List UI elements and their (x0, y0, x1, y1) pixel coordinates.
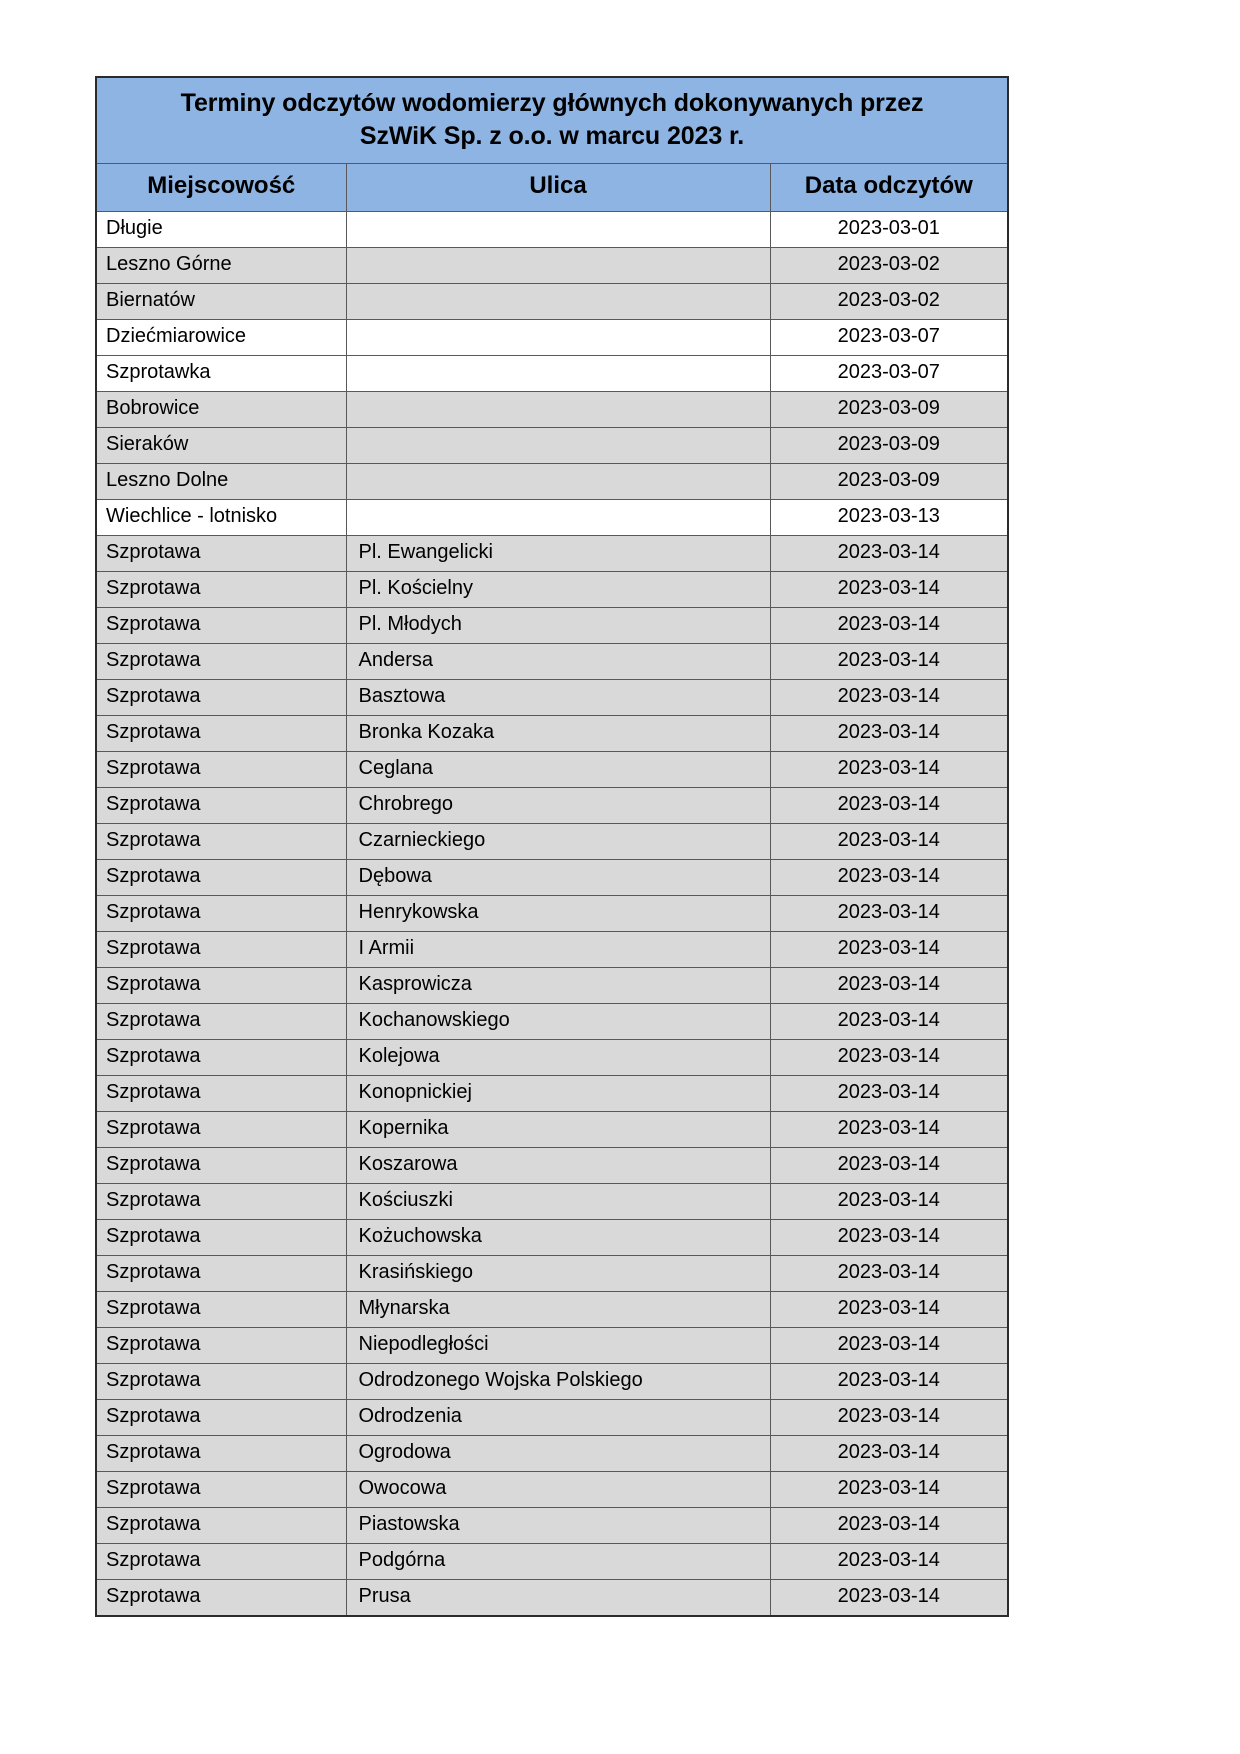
cell-street (346, 320, 770, 356)
cell-date: 2023-03-14 (770, 644, 1008, 680)
cell-street (346, 428, 770, 464)
cell-street: Konopnickiej (346, 1076, 770, 1112)
cell-date: 2023-03-14 (770, 1112, 1008, 1148)
table-row (96, 1004, 1008, 1040)
cell-date: 2023-03-14 (770, 932, 1008, 968)
cell-street: Podgórna (346, 1544, 770, 1580)
table-row (96, 932, 1008, 968)
cell-town: Szprotawa (96, 1400, 346, 1436)
cell-street: Kościuszki (346, 1184, 770, 1220)
table-row (96, 788, 1008, 824)
cell-date: 2023-03-14 (770, 1256, 1008, 1292)
cell-date: 2023-03-07 (770, 320, 1008, 356)
table-row (96, 500, 1008, 536)
cell-date: 2023-03-14 (770, 608, 1008, 644)
table-row (96, 1256, 1008, 1292)
table-row (96, 1220, 1008, 1256)
cell-town: Szprotawa (96, 752, 346, 788)
column-header-town: Miejscowość (96, 164, 346, 212)
table-row (96, 1184, 1008, 1220)
table-row (96, 1472, 1008, 1508)
cell-date: 2023-03-14 (770, 968, 1008, 1004)
cell-date: 2023-03-14 (770, 1436, 1008, 1472)
cell-date: 2023-03-14 (770, 1220, 1008, 1256)
table-row (96, 824, 1008, 860)
table-row (96, 1508, 1008, 1544)
cell-town: Leszno Górne (96, 248, 346, 284)
cell-town: Szprotawa (96, 644, 346, 680)
cell-date: 2023-03-14 (770, 1508, 1008, 1544)
cell-town: Szprotawa (96, 1220, 346, 1256)
cell-street (346, 356, 770, 392)
cell-town: Bobrowice (96, 392, 346, 428)
cell-date: 2023-03-07 (770, 356, 1008, 392)
cell-town: Biernatów (96, 284, 346, 320)
cell-street: Ceglana (346, 752, 770, 788)
cell-street: Kasprowicza (346, 968, 770, 1004)
table-row (96, 464, 1008, 500)
cell-town: Szprotawa (96, 860, 346, 896)
cell-town: Szprotawa (96, 968, 346, 1004)
column-header-date: Data odczytów (770, 164, 1008, 212)
cell-street (346, 392, 770, 428)
cell-street (346, 500, 770, 536)
cell-town: Szprotawa (96, 1076, 346, 1112)
cell-street: Prusa (346, 1580, 770, 1617)
cell-street: Pl. Ewangelicki (346, 536, 770, 572)
cell-street: Kolejowa (346, 1040, 770, 1076)
cell-town: Sieraków (96, 428, 346, 464)
cell-date: 2023-03-14 (770, 1400, 1008, 1436)
cell-date: 2023-03-09 (770, 392, 1008, 428)
water-meter-reading-schedule-table (95, 76, 1009, 1617)
cell-street: Bronka Kozaka (346, 716, 770, 752)
column-header-row (96, 164, 1008, 212)
cell-town: Szprotawa (96, 896, 346, 932)
cell-date: 2023-03-14 (770, 860, 1008, 896)
table-row (96, 1112, 1008, 1148)
cell-town: Szprotawa (96, 680, 346, 716)
table-row (96, 608, 1008, 644)
cell-date: 2023-03-14 (770, 1292, 1008, 1328)
table-row (96, 716, 1008, 752)
document-title-line-2: SzWiK Sp. z o.o. w marcu 2023 r. (359, 121, 745, 150)
cell-town: Szprotawa (96, 1184, 346, 1220)
table-row (96, 536, 1008, 572)
table-row (96, 212, 1008, 248)
cell-street: Niepodległości (346, 1328, 770, 1364)
cell-street: Owocowa (346, 1472, 770, 1508)
cell-street: Kochanowskiego (346, 1004, 770, 1040)
table-row (96, 1544, 1008, 1580)
schedule-table-container (95, 76, 1007, 1617)
cell-date: 2023-03-14 (770, 896, 1008, 932)
cell-town: Szprotawa (96, 572, 346, 608)
cell-date: 2023-03-02 (770, 284, 1008, 320)
cell-town: Szprotawa (96, 1328, 346, 1364)
cell-town: Szprotawa (96, 824, 346, 860)
table-row (96, 1400, 1008, 1436)
table-row (96, 752, 1008, 788)
table-row (96, 644, 1008, 680)
table-row (96, 968, 1008, 1004)
cell-date: 2023-03-14 (770, 752, 1008, 788)
cell-town: Wiechlice - lotnisko (96, 500, 346, 536)
cell-date: 2023-03-09 (770, 464, 1008, 500)
cell-street: Kopernika (346, 1112, 770, 1148)
cell-town: Szprotawka (96, 356, 346, 392)
cell-date: 2023-03-02 (770, 248, 1008, 284)
table-row (96, 392, 1008, 428)
cell-date: 2023-03-14 (770, 1004, 1008, 1040)
cell-town: Szprotawa (96, 932, 346, 968)
cell-town: Długie (96, 212, 346, 248)
table-row (96, 1040, 1008, 1076)
table-row (96, 1148, 1008, 1184)
cell-town: Szprotawa (96, 1544, 346, 1580)
table-head (96, 77, 1008, 212)
cell-town: Szprotawa (96, 1148, 346, 1184)
cell-date: 2023-03-14 (770, 1580, 1008, 1617)
cell-town: Szprotawa (96, 1112, 346, 1148)
table-row (96, 896, 1008, 932)
cell-date: 2023-03-13 (770, 500, 1008, 536)
cell-date: 2023-03-01 (770, 212, 1008, 248)
cell-town: Szprotawa (96, 608, 346, 644)
cell-street: Chrobrego (346, 788, 770, 824)
table-row (96, 248, 1008, 284)
cell-street (346, 284, 770, 320)
cell-town: Szprotawa (96, 1580, 346, 1617)
cell-date: 2023-03-14 (770, 1076, 1008, 1112)
cell-town: Szprotawa (96, 1004, 346, 1040)
cell-street: Andersa (346, 644, 770, 680)
cell-street: Pl. Kościelny (346, 572, 770, 608)
cell-date: 2023-03-14 (770, 1184, 1008, 1220)
cell-date: 2023-03-14 (770, 1472, 1008, 1508)
title-banner-row (96, 77, 1008, 164)
cell-town: Szprotawa (96, 1472, 346, 1508)
cell-town: Szprotawa (96, 1292, 346, 1328)
cell-street (346, 212, 770, 248)
cell-street (346, 464, 770, 500)
cell-date: 2023-03-14 (770, 680, 1008, 716)
cell-street: Pl. Młodych (346, 608, 770, 644)
cell-street: I Armii (346, 932, 770, 968)
cell-date: 2023-03-14 (770, 1148, 1008, 1184)
table-row (96, 356, 1008, 392)
cell-street: Odrodzenia (346, 1400, 770, 1436)
document-title (96, 77, 1008, 164)
cell-street: Młynarska (346, 1292, 770, 1328)
cell-town: Szprotawa (96, 788, 346, 824)
cell-town: Szprotawa (96, 1040, 346, 1076)
table-row (96, 284, 1008, 320)
table-row (96, 860, 1008, 896)
table-row (96, 1364, 1008, 1400)
cell-date: 2023-03-14 (770, 788, 1008, 824)
column-header-street: Ulica (346, 164, 770, 212)
cell-street: Krasińskiego (346, 1256, 770, 1292)
cell-town: Leszno Dolne (96, 464, 346, 500)
cell-town: Szprotawa (96, 1364, 346, 1400)
cell-street: Henrykowska (346, 896, 770, 932)
cell-street: Ogrodowa (346, 1436, 770, 1472)
table-row (96, 680, 1008, 716)
cell-town: Szprotawa (96, 536, 346, 572)
table-row (96, 428, 1008, 464)
cell-date: 2023-03-14 (770, 1544, 1008, 1580)
cell-street: Kożuchowska (346, 1220, 770, 1256)
cell-date: 2023-03-14 (770, 1328, 1008, 1364)
cell-street: Czarnieckiego (346, 824, 770, 860)
cell-date: 2023-03-14 (770, 716, 1008, 752)
document-title-line-1: Terminy odczytów wodomierzy głównych dokonywanych przez (180, 89, 924, 117)
cell-date: 2023-03-14 (770, 536, 1008, 572)
table-row (96, 1436, 1008, 1472)
cell-street: Koszarowa (346, 1148, 770, 1184)
table-row (96, 320, 1008, 356)
table-body (96, 212, 1008, 1617)
table-row (96, 1076, 1008, 1112)
cell-date: 2023-03-14 (770, 1364, 1008, 1400)
cell-town: Szprotawa (96, 1436, 346, 1472)
cell-date: 2023-03-09 (770, 428, 1008, 464)
cell-street (346, 248, 770, 284)
cell-street: Odrodzonego Wojska Polskiego (346, 1364, 770, 1400)
cell-street: Dębowa (346, 860, 770, 896)
cell-date: 2023-03-14 (770, 572, 1008, 608)
table-row (96, 1580, 1008, 1617)
cell-date: 2023-03-14 (770, 1040, 1008, 1076)
cell-town: Szprotawa (96, 716, 346, 752)
cell-town: Dziećmiarowice (96, 320, 346, 356)
cell-town: Szprotawa (96, 1508, 346, 1544)
cell-date: 2023-03-14 (770, 824, 1008, 860)
table-row (96, 1292, 1008, 1328)
cell-street: Piastowska (346, 1508, 770, 1544)
table-row (96, 572, 1008, 608)
cell-town: Szprotawa (96, 1256, 346, 1292)
cell-street: Basztowa (346, 680, 770, 716)
table-row (96, 1328, 1008, 1364)
